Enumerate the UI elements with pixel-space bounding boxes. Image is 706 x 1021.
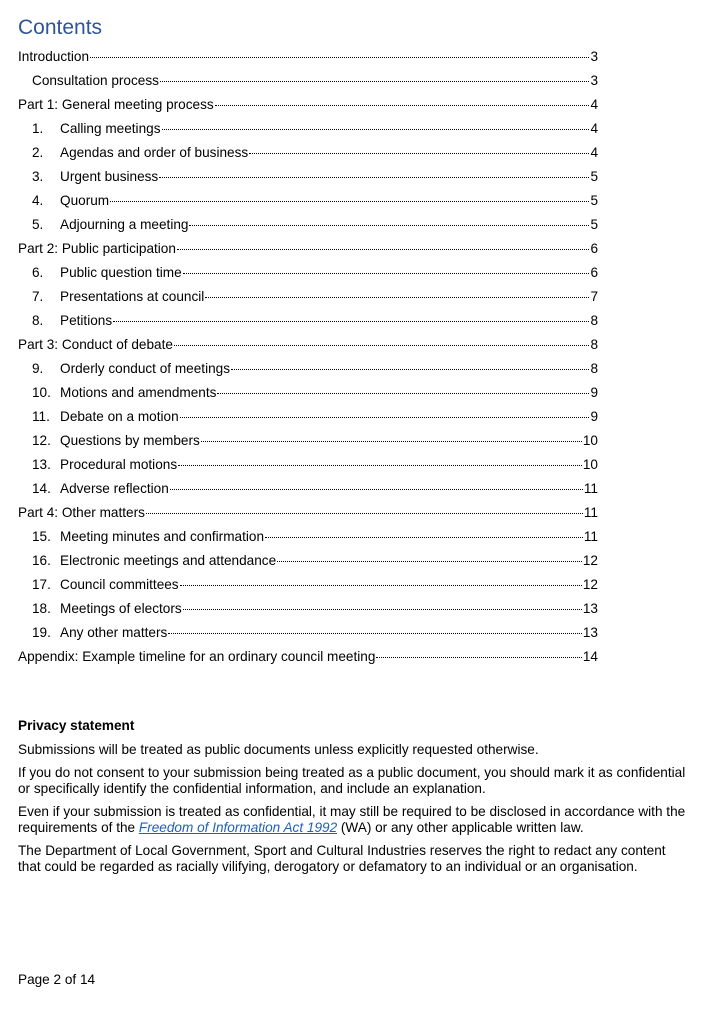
privacy-heading: Privacy statement bbox=[18, 718, 135, 733]
toc-entry-label: Introduction bbox=[18, 49, 90, 64]
toc-dot-leader bbox=[189, 225, 589, 226]
toc-entry-label: Debate on a motion bbox=[60, 409, 179, 424]
toc-entry-number: 5. bbox=[32, 217, 44, 232]
toc-entry-number: 9. bbox=[32, 361, 44, 376]
toc-entry-label: Orderly conduct of meetings bbox=[60, 361, 231, 376]
toc-entry-page: 8 bbox=[590, 337, 598, 352]
toc-dot-leader bbox=[376, 657, 581, 658]
toc-entry-number: 7. bbox=[32, 289, 44, 304]
toc-dot-leader bbox=[90, 57, 589, 58]
toc-dot-leader bbox=[159, 177, 589, 178]
toc-entry[interactable] bbox=[18, 501, 598, 525]
toc-entry-page: 10 bbox=[582, 433, 598, 448]
toc-dot-leader bbox=[178, 465, 582, 466]
toc-dot-leader bbox=[249, 153, 589, 154]
toc-entry-label: Agendas and order of business bbox=[60, 145, 249, 160]
privacy-section bbox=[18, 716, 688, 882]
privacy-paragraph-2: If you do not consent to your submission being treated as a public document, you should mark it as confidential or specifically identify the confidential information, and include an explanation. bbox=[18, 765, 686, 796]
toc-entry-label: Petitions bbox=[60, 313, 113, 328]
toc-entry-label: Any other matters bbox=[60, 625, 168, 640]
toc-entry-number: 18. bbox=[32, 601, 51, 616]
toc-dot-leader bbox=[231, 369, 589, 370]
toc-entry-number: 17. bbox=[32, 577, 51, 592]
toc-entry-page: 8 bbox=[590, 361, 598, 376]
toc-dot-leader bbox=[110, 201, 589, 202]
toc-entry-label: Council committees bbox=[60, 577, 179, 592]
toc-entry-page: 6 bbox=[590, 241, 598, 256]
toc-entry[interactable] bbox=[18, 549, 598, 573]
toc-dot-leader bbox=[205, 297, 589, 298]
toc-entry-label: Procedural motions bbox=[60, 457, 178, 472]
toc-entry-label: Questions by members bbox=[60, 433, 200, 448]
toc-entry-number: 16. bbox=[32, 553, 51, 568]
toc-entry[interactable] bbox=[18, 69, 598, 93]
toc-dot-leader bbox=[168, 633, 582, 634]
toc-entry-number: 10. bbox=[32, 385, 51, 400]
toc-entry-label: Motions and amendments bbox=[60, 385, 217, 400]
toc-entry[interactable] bbox=[18, 45, 598, 69]
toc-entry-page: 3 bbox=[590, 49, 598, 64]
privacy-p3-after: (WA) or any other applicable written law. bbox=[337, 820, 584, 835]
toc-entry-number: 19. bbox=[32, 625, 51, 640]
toc-entry[interactable] bbox=[18, 621, 598, 645]
toc-entry-page: 4 bbox=[590, 121, 598, 136]
toc-entry-page: 7 bbox=[590, 289, 598, 304]
toc-entry[interactable] bbox=[18, 189, 598, 213]
toc-entry[interactable] bbox=[18, 477, 598, 501]
toc-entry-page: 11 bbox=[583, 505, 598, 520]
toc-entry-number: 6. bbox=[32, 265, 44, 280]
toc-dot-leader bbox=[201, 441, 582, 442]
toc-dot-leader bbox=[180, 585, 582, 586]
toc-entry-number: 3. bbox=[32, 169, 44, 184]
toc-entry[interactable] bbox=[18, 333, 598, 357]
toc-entry-number: 11. bbox=[32, 409, 50, 424]
toc-dot-leader bbox=[183, 609, 582, 610]
toc-entry-label: Public question time bbox=[60, 265, 182, 280]
toc-entry-number: 14. bbox=[32, 481, 51, 496]
toc-entry[interactable] bbox=[18, 309, 598, 333]
toc-dot-leader bbox=[215, 105, 590, 106]
toc-entry-page: 12 bbox=[582, 553, 598, 568]
toc-entry-label: Part 4: Other matters bbox=[18, 505, 145, 520]
toc-entry-page: 5 bbox=[590, 169, 598, 184]
toc-entry[interactable] bbox=[18, 405, 598, 429]
toc-dot-leader bbox=[217, 393, 589, 394]
toc-dot-leader bbox=[146, 513, 583, 514]
page-number-footer: Page 2 of 14 bbox=[18, 972, 96, 987]
table-of-contents bbox=[18, 45, 598, 669]
toc-dot-leader bbox=[277, 561, 582, 562]
toc-entry[interactable] bbox=[18, 357, 598, 381]
toc-dot-leader bbox=[177, 249, 590, 250]
toc-entry-page: 4 bbox=[590, 97, 598, 112]
toc-entry-label: Part 3: Conduct of debate bbox=[18, 337, 173, 352]
toc-entry[interactable] bbox=[18, 213, 598, 237]
toc-dot-leader bbox=[170, 489, 583, 490]
toc-entry-label: Quorum bbox=[60, 193, 110, 208]
toc-entry-label: Meeting minutes and confirmation bbox=[60, 529, 265, 544]
toc-entry[interactable] bbox=[18, 429, 598, 453]
toc-entry[interactable] bbox=[18, 597, 598, 621]
foi-act-link[interactable]: Freedom of Information Act 1992 bbox=[138, 820, 338, 835]
toc-dot-leader bbox=[265, 537, 583, 538]
toc-entry-page: 6 bbox=[590, 265, 598, 280]
toc-entry-page: 13 bbox=[582, 625, 598, 640]
toc-entry[interactable] bbox=[18, 117, 598, 141]
toc-entry-page: 5 bbox=[590, 217, 598, 232]
toc-entry-page: 10 bbox=[582, 457, 598, 472]
toc-entry[interactable] bbox=[18, 141, 598, 165]
toc-entry-page: 9 bbox=[590, 409, 598, 424]
toc-entry[interactable] bbox=[18, 573, 598, 597]
toc-entry-page: 11 bbox=[583, 529, 598, 544]
toc-entry-page: 3 bbox=[590, 73, 598, 88]
contents-heading: Contents bbox=[18, 16, 103, 39]
toc-dot-leader bbox=[183, 273, 590, 274]
toc-entry-label: Calling meetings bbox=[60, 121, 161, 136]
toc-entry-label: Consultation process bbox=[32, 73, 159, 88]
toc-entry[interactable] bbox=[18, 453, 598, 477]
toc-entry[interactable] bbox=[18, 285, 598, 309]
toc-entry[interactable] bbox=[18, 237, 598, 261]
toc-entry-number: 1. bbox=[32, 121, 44, 136]
toc-entry-page: 11 bbox=[583, 481, 598, 496]
toc-entry-label: Presentations at council bbox=[60, 289, 205, 304]
toc-entry-page: 4 bbox=[590, 145, 598, 160]
toc-entry-page: 12 bbox=[582, 577, 598, 592]
toc-entry-page: 14 bbox=[582, 649, 598, 664]
toc-entry[interactable] bbox=[18, 525, 598, 549]
toc-entry-number: 13. bbox=[32, 457, 51, 472]
toc-entry[interactable] bbox=[18, 645, 598, 669]
toc-entry-label: Adverse reflection bbox=[60, 481, 169, 496]
toc-dot-leader bbox=[160, 81, 589, 82]
toc-entry-number: 8. bbox=[32, 313, 44, 328]
privacy-p3-before: Even if your submission is treated as confidential, it may still be required to be disclosed in accordance with the requirements of the bbox=[18, 804, 686, 835]
privacy-paragraph-1: Submissions will be treated as public documents unless explicitly requested otherwise. bbox=[18, 742, 539, 757]
toc-entry[interactable] bbox=[18, 381, 598, 405]
toc-entry-label: Appendix: Example timeline for an ordinary council meeting bbox=[18, 649, 376, 664]
toc-entry-page: 13 bbox=[582, 601, 598, 616]
toc-entry-page: 9 bbox=[590, 385, 598, 400]
toc-dot-leader bbox=[162, 129, 590, 130]
privacy-paragraph-3 bbox=[18, 804, 688, 836]
toc-entry[interactable] bbox=[18, 261, 598, 285]
toc-entry-number: 12. bbox=[32, 433, 51, 448]
toc-entry-number: 2. bbox=[32, 145, 44, 160]
toc-entry[interactable] bbox=[18, 93, 598, 117]
toc-entry-label: Part 1: General meeting process bbox=[18, 97, 214, 112]
toc-dot-leader bbox=[113, 321, 589, 322]
toc-entry-label: Part 2: Public participation bbox=[18, 241, 176, 256]
toc-entry-label: Urgent business bbox=[60, 169, 159, 184]
toc-entry-label: Electronic meetings and attendance bbox=[60, 553, 277, 568]
toc-dot-leader bbox=[180, 417, 590, 418]
toc-entry-page: 5 bbox=[590, 193, 598, 208]
toc-entry[interactable] bbox=[18, 165, 598, 189]
toc-entry-label: Meetings of electors bbox=[60, 601, 182, 616]
toc-entry-label: Adjourning a meeting bbox=[60, 217, 189, 232]
toc-entry-number: 4. bbox=[32, 193, 44, 208]
toc-entry-number: 15. bbox=[32, 529, 51, 544]
toc-entry-page: 8 bbox=[590, 313, 598, 328]
privacy-paragraph-4: The Department of Local Government, Sport and Cultural Industries reserves the right to redact any content that could be regarded as racially vilifying, derogatory or defamatory to an individual or an organisation. bbox=[18, 843, 666, 874]
toc-dot-leader bbox=[174, 345, 590, 346]
